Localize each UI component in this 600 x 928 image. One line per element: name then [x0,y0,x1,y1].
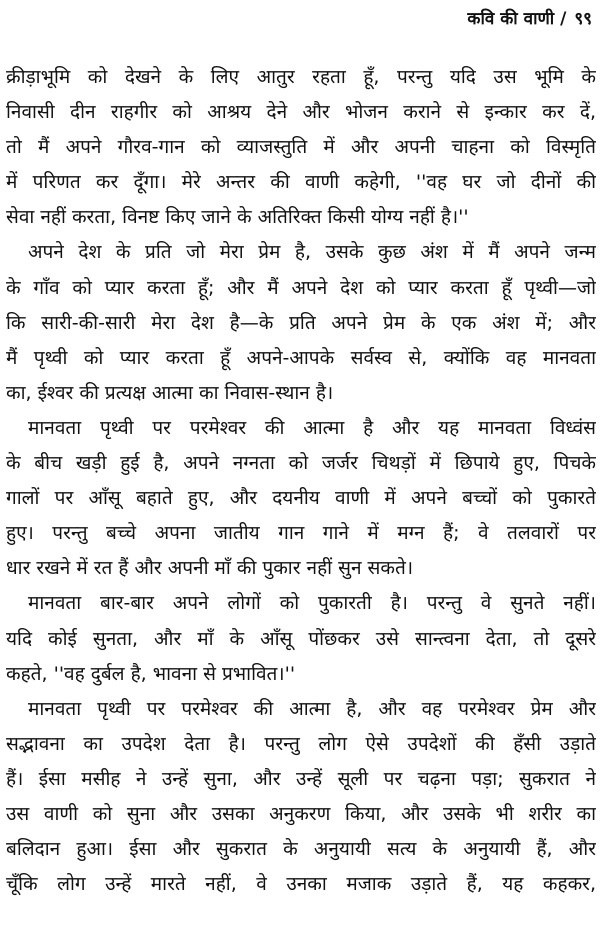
text-line: के गाँव को प्यार करता हूँ; और मैं अपने देश को प्यार करता हूँ पृथ्वी—जो [6,276,596,299]
text-line: का, ईश्वर की प्रत्यक्ष आत्मा का निवास-स्थान है। [6,381,334,404]
page-number: ९९ [574,8,592,29]
text-line: मानवता पृथ्वी पर परमेश्वर की आत्मा है, और वह परमेश्वर प्रेम और [28,697,596,720]
text-line: गालों पर आँसू बहाते हुए, और दयनीय वाणी में अपने बच्चों को पुकारते [6,487,596,510]
page-header [467,2,592,32]
body-text [6,60,596,902]
text-line: तो मैं अपने गौरव-गान को व्याजस्तुति में और अपनी चाहना को विस्मृति [6,136,596,159]
text-line: में परिणत कर दूँगा। मेरे अन्तर की वाणी कहेगी, ''वह घर जो दीनों की [6,171,596,194]
text-line: मैं पृथ्वी को प्यार करता हूँ अपने-आपके सर्वस्व से, क्योंकि वह मानवता [6,346,596,369]
text-line: क्रीड़ाभूमि को देखने के लिए आतुर रहता हूँ, परन्तु यदि उस भूमि के [6,66,596,88]
running-title: कवि की वाणी / [467,8,567,29]
text-line: सेवा नहीं करता, विनष्ट किए जाने के अतिरिक्त किसी योग्य नहीं है।'' [6,206,469,229]
text-line: यदि कोई सुनता, और माँ के आँसू पोंछकर उसे सान्त्वना देता, तो दूसरे [6,627,596,650]
text-line: सद्भावना का उपदेश देता है। परन्तु लोग ऐसे उपदेशों की हँसी उड़ाते [6,732,596,755]
text-line: हुए। परन्तु बच्चे अपना जातीय गान गाने में मग्न हैं; वे तलवारों पर [6,522,596,545]
text-line: धार रखने में रत हैं और अपनी माँ की पुकार नहीं सुन सकते। [6,557,414,580]
text-line: मानवता पृथ्वी पर परमेश्वर की आत्मा है और यह मानवता विध्वंस [28,416,596,439]
text-line: मानवता बार-बार अपने लोगों को पुकारती है। परन्तु वे सुनते नहीं। [28,592,596,615]
text-line: निवासी दीन राहगीर को आश्रय देने और भोजन कराने से इन्कार कर दें, [6,101,596,124]
text-line: बलिदान हुआ। ईसा और सुकरात के अनुयायी सत्य के अनुयायी हैं, और [6,838,596,861]
text-line: कहते, ''वह दुर्बल है, भावना से प्रभावित।'' [6,662,296,685]
text-line: हैं। ईसा मसीह ने उन्हें सुना, और उन्हें सूली पर चढ़ना पड़ा; सुकरात ने [6,767,596,790]
text-line: कि सारी-की-सारी मेरा देश है—के प्रति अपने प्रेम के एक अंश में; और [6,311,596,334]
text-line: अपने देश के प्रति जो मेरा प्रेम है, उसके कुछ अंश में मैं अपने जन्म [28,241,596,264]
text-line: चूँकि लोग उन्हें मारते नहीं, वे उनका मजाक उड़ाते हैं, यह कहकर, [6,873,596,896]
text-line: के बीच खड़ी हुई है, अपने नग्नता को जर्जर चिथड़ों में छिपाये हुए, पिचके [6,452,596,475]
text-line: उस वाणी को सुना और उसका अनुकरण किया, और उसके भी शरीर का [6,802,596,825]
